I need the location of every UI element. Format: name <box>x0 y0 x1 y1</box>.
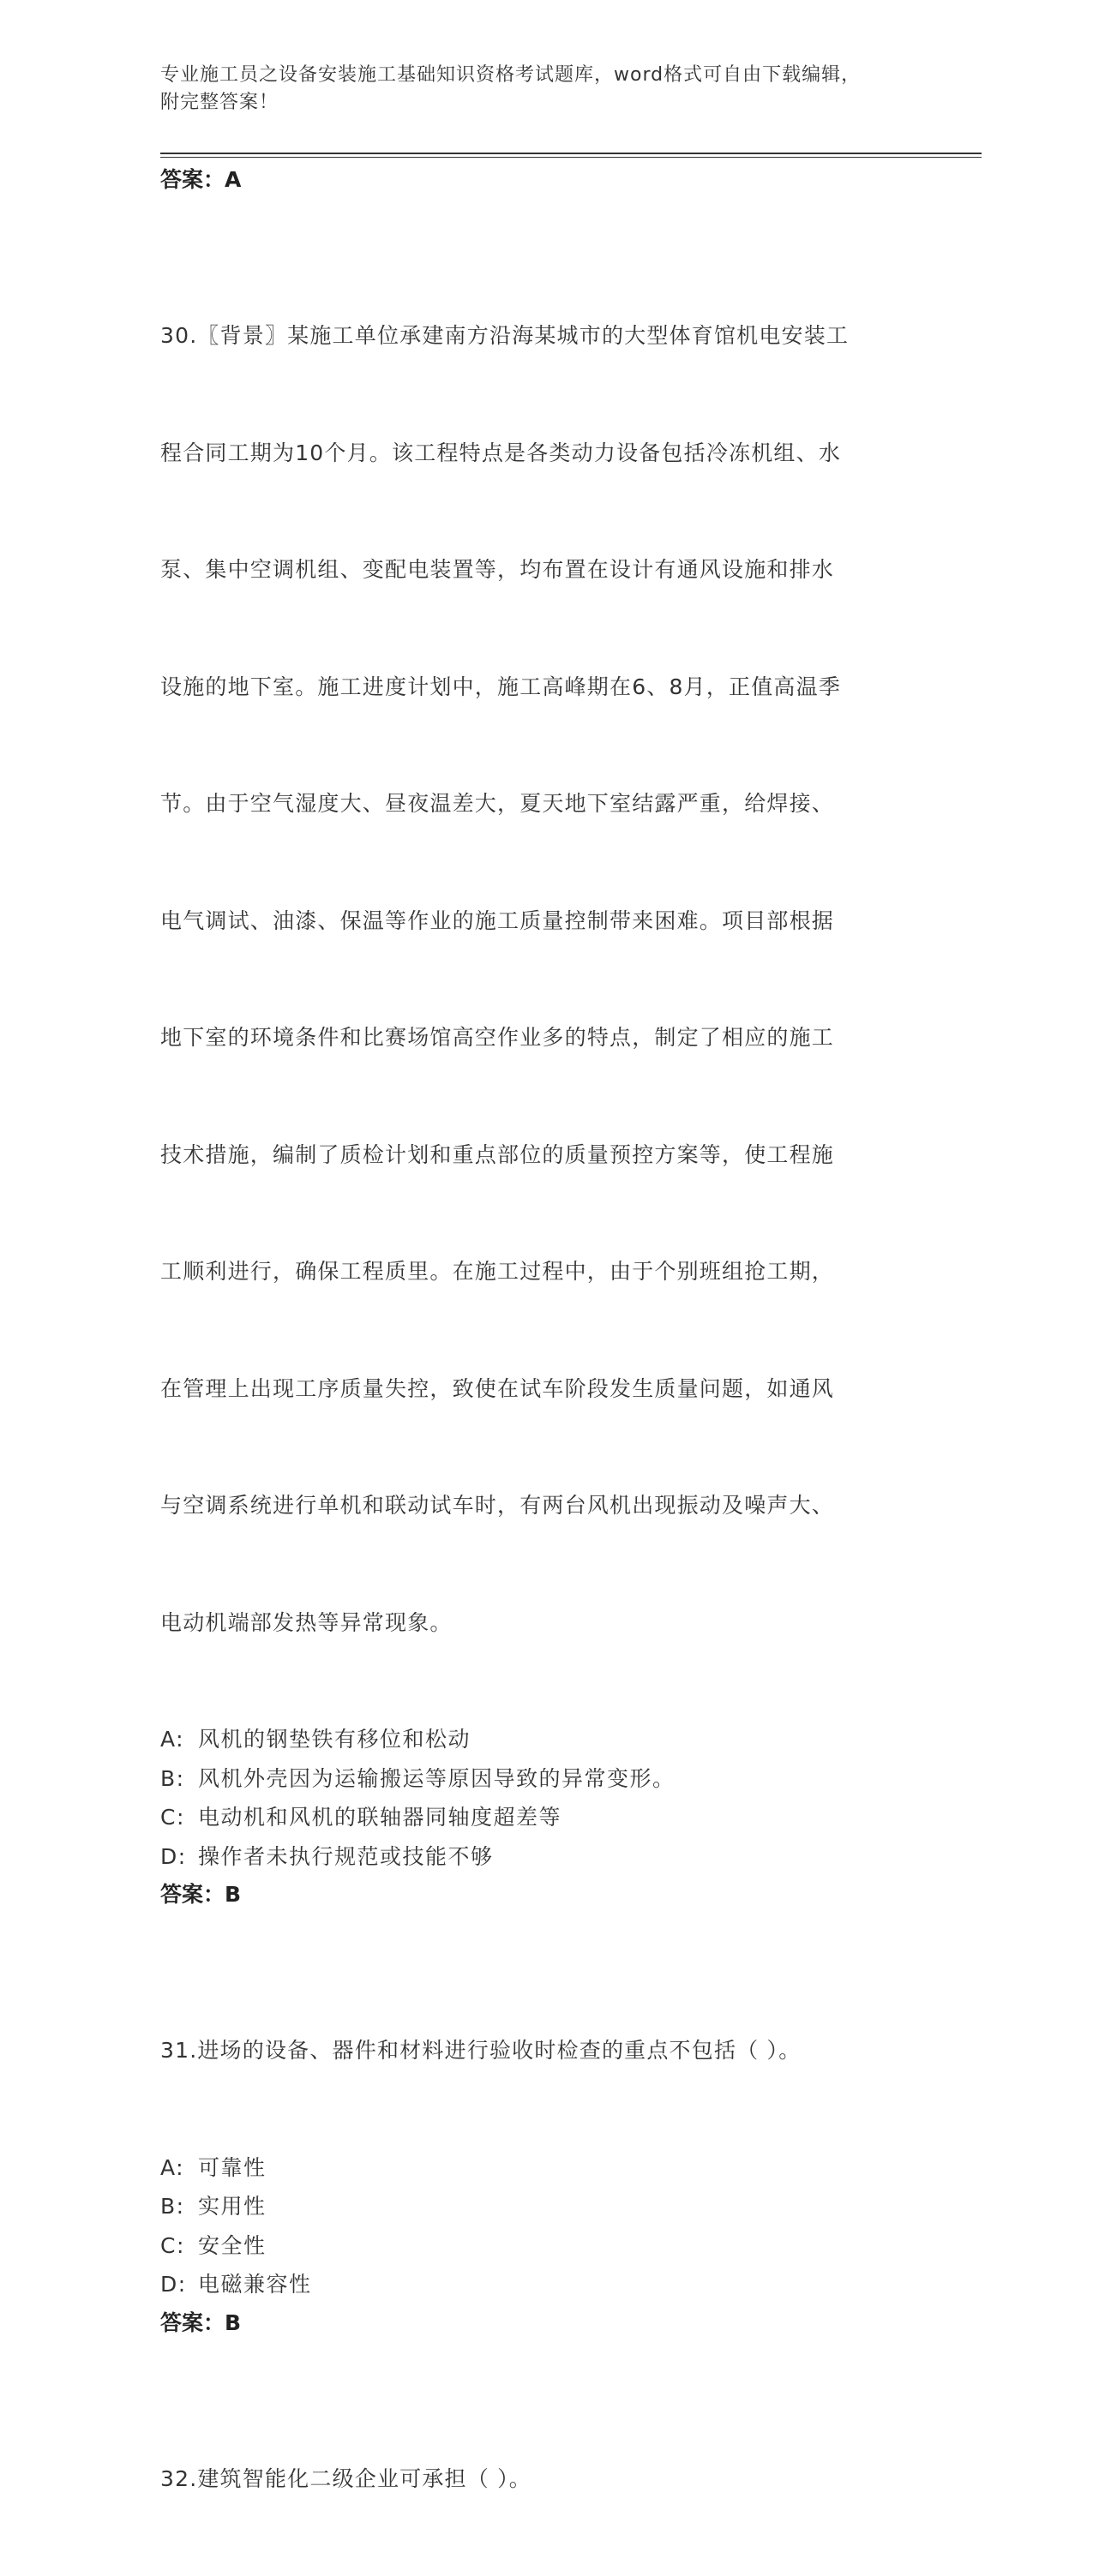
stem-line: 程合同工期为10个月。该工程特点是各类动力设备包括冷冻机组、水 <box>160 434 915 473</box>
stem-line: 与空调系统进行单机和联动试车时，有两台风机出现振动及噪声大、 <box>160 1486 915 1525</box>
question-30 <box>160 238 915 1914</box>
stem-line: 节。由于空气湿度大、昼夜温差大，夏天地下室结露严重，给焊接、 <box>160 784 915 824</box>
option-text: 风机的钢垫铁有移位和松动 <box>198 1727 471 1752</box>
document-header <box>160 62 932 117</box>
option-key: C: <box>160 2226 198 2266</box>
stem-line: 电气调试、油漆、保温等作业的施工质量控制带来困难。项目部根据 <box>160 902 915 941</box>
stem-line: 泵、集中空调机组、变配电装置等，均布置在设计有通风设施和排水 <box>160 550 915 590</box>
question-stem <box>160 238 915 1720</box>
header-line-1: 专业施工员之设备安装施工基础知识资格考试题库，word格式可自由下载编辑， <box>160 62 932 89</box>
question-stem <box>160 1953 915 2148</box>
header-line-2: 附完整答案！ <box>160 89 932 117</box>
option-c <box>160 1798 915 1837</box>
option-text: 风机外壳因为运输搬运等原因导致的异常变形。 <box>198 1766 676 1791</box>
header-divider <box>160 153 982 154</box>
option-text: 可靠性 <box>198 2155 267 2180</box>
stem-line: 31.进场的设备、器件和材料进行验收时检查的重点不包括（ ）。 <box>160 2031 915 2070</box>
option-text: 操作者未执行规范或技能不够 <box>198 1844 494 1869</box>
option-d <box>160 1837 915 1877</box>
stem-line: 在管理上出现工序质量失控，致使在试车阶段发生质量问题，如通风 <box>160 1369 915 1409</box>
stem-line: 32.建筑智能化二级企业可承担（ ）。 <box>160 2459 915 2499</box>
answer-line: 答案：B <box>160 1876 915 1914</box>
option-key: C: <box>160 1798 198 1837</box>
stem-line: 地下室的环境条件和比赛场馆高空作业多的特点，制定了相应的施工 <box>160 1018 915 1057</box>
option-a <box>160 1720 915 1759</box>
option-c <box>160 2226 915 2266</box>
stem-line: 电动机端部发热等异常现象。 <box>160 1603 915 1643</box>
question-31 <box>160 1953 915 2342</box>
question-32 <box>160 2381 915 2576</box>
stem-line: 工顺利进行，确保工程质里。在施工过程中，由于个别班组抢工期， <box>160 1252 915 1291</box>
option-b <box>160 2187 915 2226</box>
option-d <box>160 2265 915 2304</box>
header-divider-thin <box>160 157 982 158</box>
option-key: B: <box>160 1759 198 1799</box>
option-text: 电动机和风机的联轴器同轴度超差等 <box>198 1805 562 1830</box>
option-text: 安全性 <box>198 2233 267 2258</box>
option-key: A: <box>160 1720 198 1759</box>
stem-line: 技术措施，编制了质检计划和重点部位的质量预控方案等，使工程施 <box>160 1135 915 1175</box>
option-text: 实用性 <box>198 2194 267 2219</box>
question-stem <box>160 2381 915 2576</box>
question-list <box>160 161 915 2576</box>
stem-line: 设施的地下室。施工进度计划中，施工高峰期在6、8月，正值高温季 <box>160 668 915 707</box>
option-b <box>160 1759 915 1799</box>
option-a <box>160 2148 915 2188</box>
option-key: A: <box>160 2148 198 2188</box>
option-key: D: <box>160 1837 198 1877</box>
option-text: 电磁兼容性 <box>198 2272 312 2297</box>
stem-line: 30.〖背景〗某施工单位承建南方沿海某城市的大型体育馆机电安装工 <box>160 316 915 356</box>
previous-answer: 答案：A <box>160 161 915 199</box>
answer-line: 答案：B <box>160 2304 915 2342</box>
option-key: D: <box>160 2265 198 2304</box>
option-key: B: <box>160 2187 198 2226</box>
